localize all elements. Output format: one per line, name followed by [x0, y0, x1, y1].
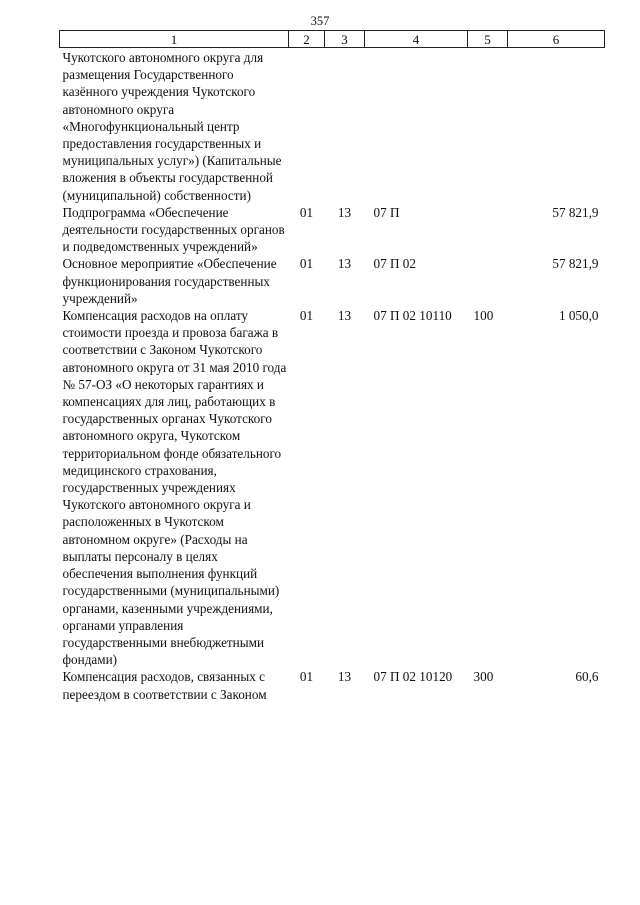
- row-expense-type: [468, 255, 508, 307]
- row-section: [289, 48, 325, 204]
- table-row: [60, 307, 605, 668]
- row-name: Компенсация расходов, связанных с переездом в соответствии с Законом: [62, 669, 267, 702]
- row-name: Подпрограмма «Обеспечение деятельности государственных органов и подведомственных учреждений»: [62, 204, 285, 255]
- row-section: 01: [299, 204, 314, 220]
- row-section: 01: [299, 256, 314, 272]
- row-name: Чукотского автономного округа для размещения Государственного казённого учреждения Чукотского автономного округа «Многофункциональный центр предоставления государственных и муниципальных услуг») (Капитальные вложения в объекты государственной (муниципальной) собственности): [62, 50, 282, 203]
- row-subsection: 13: [337, 308, 352, 324]
- table-body: [60, 48, 605, 703]
- table-row: [60, 48, 605, 204]
- row-subsection: 13: [337, 256, 352, 272]
- column-header-1: 1: [60, 31, 289, 48]
- row-target-article: 07 П 02: [373, 256, 416, 272]
- row-amount: 1 050,0: [558, 308, 599, 324]
- row-expense-type: 100: [473, 308, 494, 324]
- row-expense-type: 300: [473, 669, 494, 685]
- column-header-5: 5: [468, 31, 508, 48]
- row-expense-type: [468, 204, 508, 256]
- page-number: 357: [310, 14, 330, 28]
- row-amount: 57 821,9: [552, 204, 599, 220]
- column-header-3: 3: [325, 31, 365, 48]
- row-target-article: 07 П 02 10110: [373, 308, 452, 324]
- row-amount: [508, 48, 605, 204]
- row-subsection: 13: [337, 669, 352, 685]
- table-row: [60, 204, 605, 256]
- row-section: 01: [299, 669, 314, 685]
- row-amount: 57 821,9: [552, 256, 599, 272]
- column-header-2: 2: [289, 31, 325, 48]
- table-row: [60, 668, 605, 702]
- row-name: Компенсация расходов на оплату стоимости проезда и провоза багажа в соответствии с Законом Чукотского автономного округа от 31 мая 2010 года № 57-ОЗ «О некоторых гарантиях и компенсациях для лиц, работающих в государственных органах Чукотского автономного округа, Чукотском территориальном фонде обязательного медицинского страхования, государственных учреждениях Чукотского автономного округа и расположенных в Чукотском автономном округе» (Расходы на выплаты персоналу в целях обеспечения выполнения функций государственными (муниципальными) органами, казенными учреждениями, органами управления государственными внебюджетными фондами): [62, 308, 287, 668]
- row-target-article: 07 П: [373, 204, 400, 220]
- column-header-6: 6: [508, 31, 605, 48]
- row-expense-type: [468, 48, 508, 204]
- row-subsection: [325, 48, 365, 204]
- header-row: [60, 31, 605, 48]
- row-amount: 60,6: [575, 669, 599, 685]
- column-header-4: 4: [365, 31, 468, 48]
- row-subsection: 13: [337, 204, 352, 220]
- budget-table: [59, 30, 605, 703]
- table-row: [60, 255, 605, 307]
- row-name: Основное мероприятие «Обеспечение функционирования государственных учреждений»: [62, 256, 277, 306]
- row-section: 01: [299, 308, 314, 324]
- row-target-article: 07 П 02 10120: [373, 669, 453, 685]
- row-target-article: [365, 48, 468, 204]
- table-header: [60, 31, 605, 48]
